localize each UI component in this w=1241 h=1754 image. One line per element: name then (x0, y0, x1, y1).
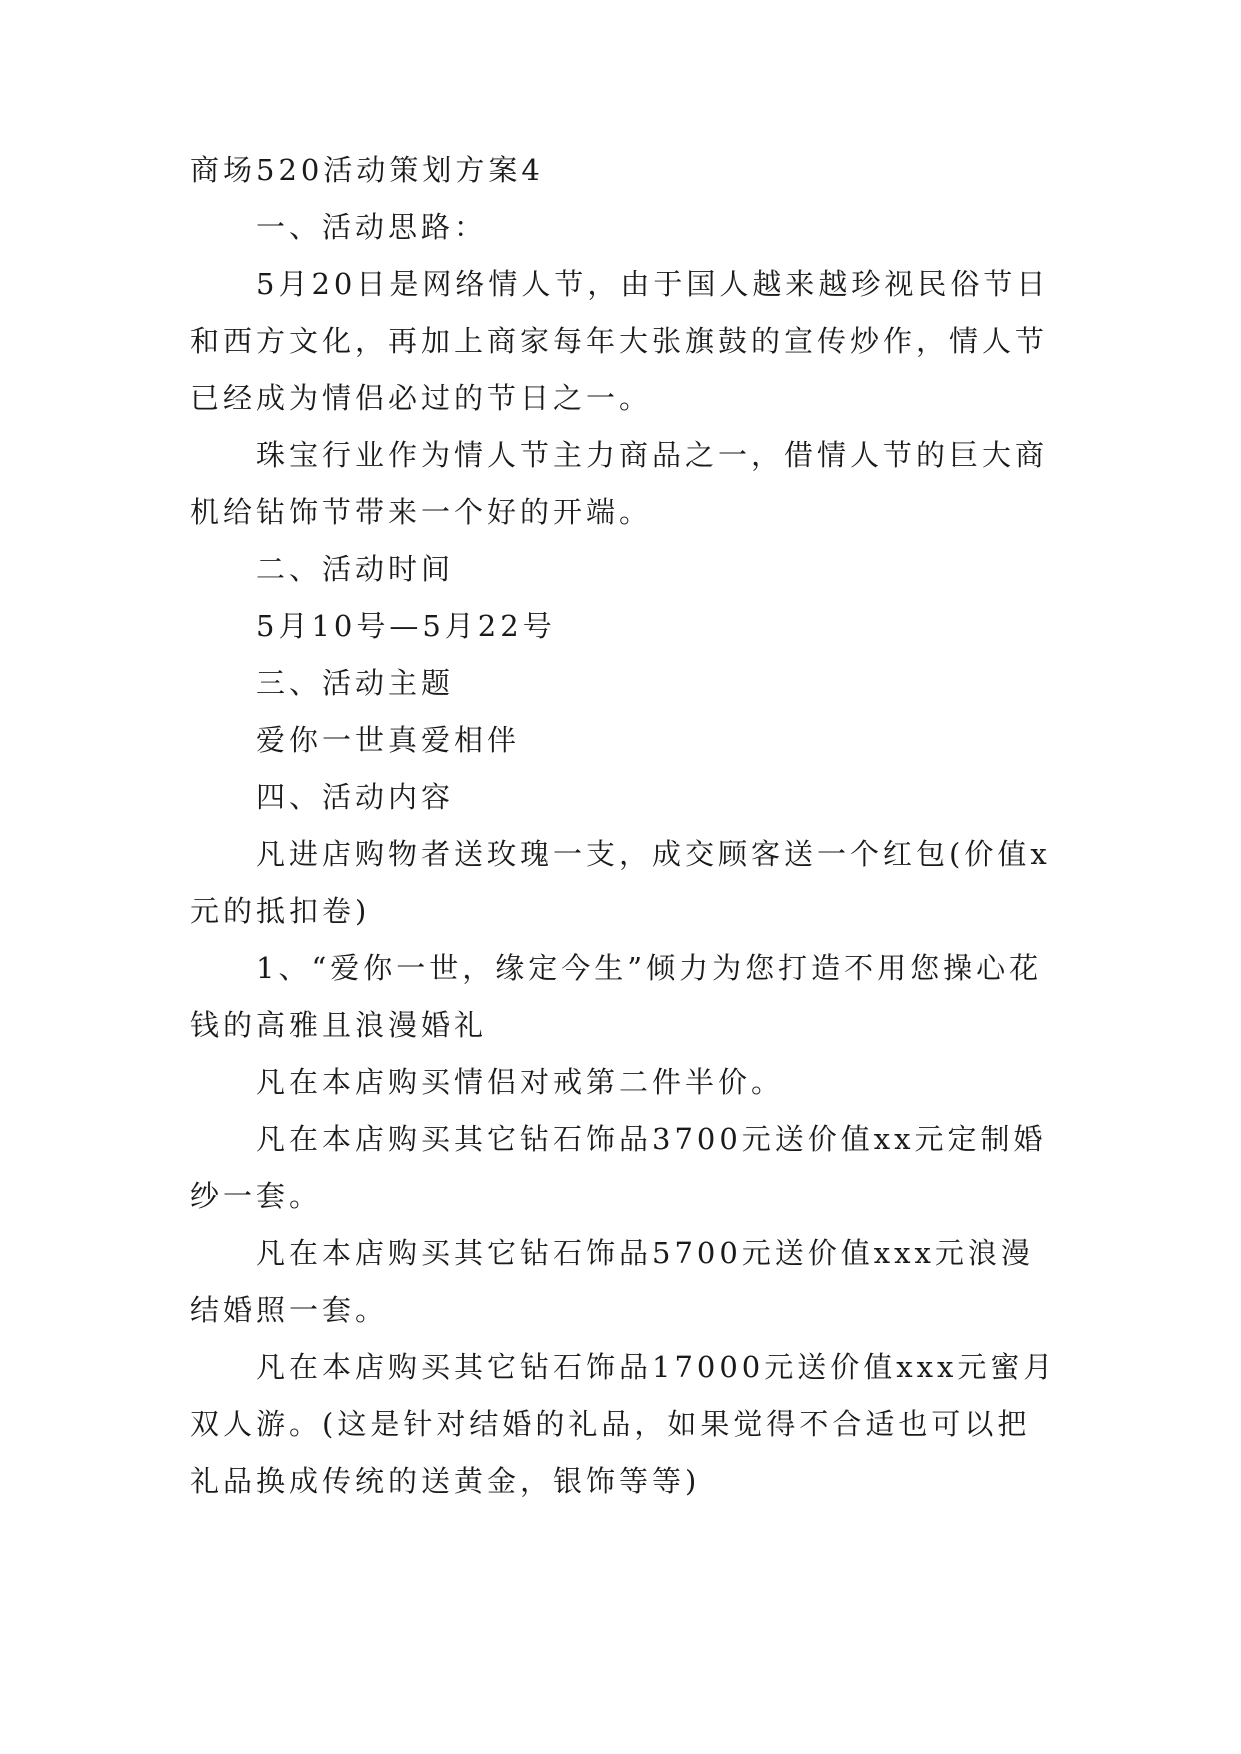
paragraph-line: 凡进店购物者送玫瑰一支，成交顾客送一个红包(价值x (256, 837, 1051, 871)
paragraph-line: 元的抵扣卷) (190, 894, 371, 928)
paragraph-line: 钱的高雅且浪漫婚礼 (190, 1008, 488, 1042)
paragraph-line: 凡在本店购买其它钻石饰品3700元送价值xx元定制婚 (256, 1122, 1047, 1156)
paragraph-line: 1、“爱你一世，缘定今生”倾力为您打造不用您操心花 (256, 951, 1043, 985)
paragraph-line: 双人游。(这是针对结婚的礼品，如果觉得不合适也可以把 (190, 1407, 1031, 1441)
paragraph-line: 凡在本店购买情侣对戒第二件半价。 (256, 1065, 785, 1099)
paragraph-line: 珠宝行业作为情人节主力商品之一，借情人节的巨大商 (256, 438, 1049, 472)
section-heading-4: 四、活动内容 (256, 780, 455, 814)
activity-date: 5月10号—5月22号 (256, 609, 556, 643)
paragraph-line: 机给钻饰节带来一个好的开端。 (190, 495, 653, 529)
paragraph-line: 已经成为情侣必过的节日之一。 (190, 381, 653, 415)
paragraph-line: 和西方文化，再加上商家每年大张旗鼓的宣传炒作，情人节 (190, 324, 1049, 358)
activity-theme: 爱你一世真爱相伴 (256, 723, 521, 757)
paragraph-line: 凡在本店购买其它钻石饰品17000元送价值xxx元蜜月 (256, 1350, 1057, 1384)
document-title: 商场520活动策划方案4 (190, 153, 544, 187)
paragraph-line: 纱一套。 (190, 1179, 323, 1213)
paragraph-line: 5月20日是网络情人节，由于国人越来越珍视民俗节日 (256, 267, 1050, 301)
section-heading-2: 二、活动时间 (256, 552, 455, 586)
paragraph-line: 凡在本店购买其它钻石饰品5700元送价值xxx元浪漫 (256, 1236, 1034, 1270)
section-heading-3: 三、活动主题 (256, 666, 455, 700)
paragraph-line: 礼品换成传统的送黄金，银饰等等) (190, 1464, 701, 1498)
paragraph-line: 结婚照一套。 (190, 1293, 389, 1327)
section-heading-1: 一、活动思路： (256, 210, 488, 244)
